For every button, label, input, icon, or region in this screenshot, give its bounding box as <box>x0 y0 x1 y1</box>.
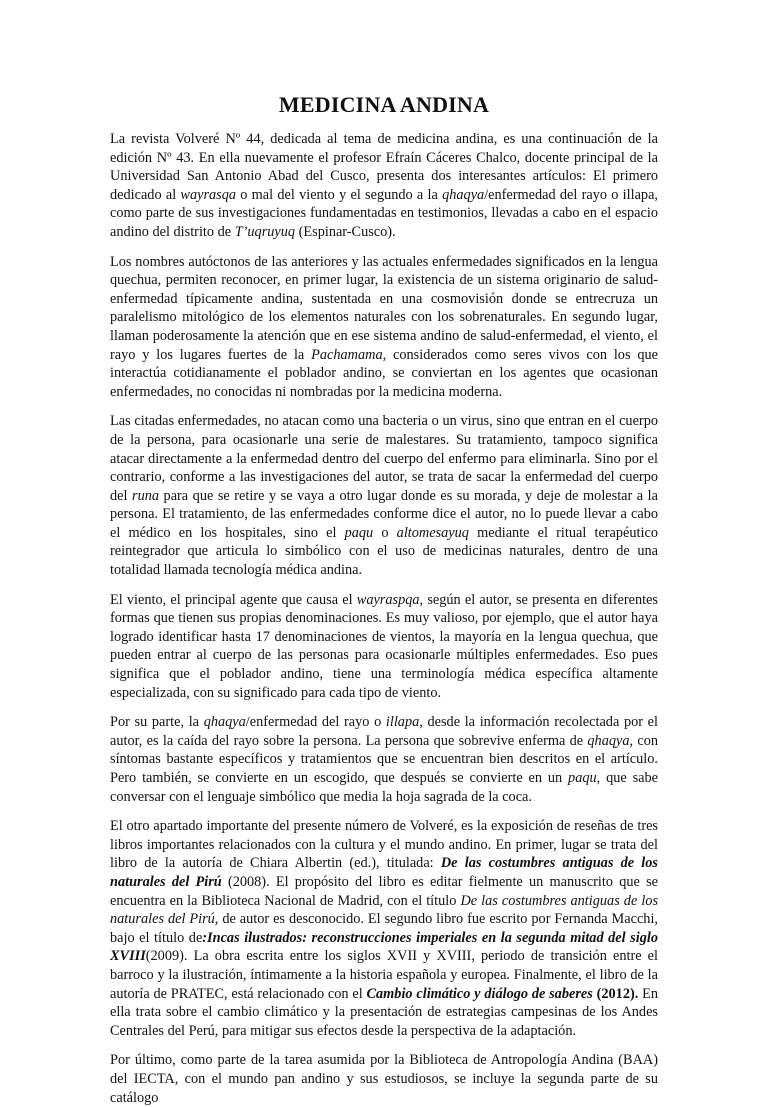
italic-term: altomesayuq <box>396 524 469 541</box>
paragraph-4 <box>110 591 658 703</box>
paragraph-7 <box>110 1051 658 1107</box>
italic-term: qhaqya <box>587 732 630 749</box>
italic-term: paqu <box>568 770 597 786</box>
paragraph-1 <box>110 130 658 242</box>
italic-term: wayrasqa <box>180 186 237 203</box>
italic-term: runa <box>132 487 160 504</box>
italic-term: paqu <box>344 524 374 541</box>
italic-term: wayraspqa <box>356 591 420 608</box>
text-run: Los nombres autóctonos de las anteriores y las actuales enfermedades significados en la lengua quechua, permiten reconocer, en primer lugar, la existencia de un sistema originario de salud-enfermedad típicamente andina, sustentada en una cosmovisión donde se entrecruza un paralelismo mitológico de los elementos naturales con los sobrenaturales. En segundo lugar, llaman poderosamente la atención que en ese sistema andino de salud-enfermedad, el viento, el rayo y los lugares fuertes de la <box>110 253 658 363</box>
document-title: MEDICINA ANDINA <box>278 92 490 117</box>
book-title: Cambio climático y diálogo de saberes <box>366 985 593 1002</box>
paragraph-2 <box>110 253 658 402</box>
text-run: La revista Volveré Nº 44, dedicada al tema de medicina andina, es una continuación de la edición Nº 43. En ella nuevamente el profesor Efraín Cáceres Chalco, docente principal de la Universidad San Antonio Abad del Cusco, presenta dos interesantes artículos: El primero dedicado al <box>110 131 658 203</box>
italic-term: De las costumbres antiguas de los naturales del Pirú, <box>110 892 659 928</box>
text-run: /enfermedad del rayo o illapa, como parte de sus investigaciones fundamentadas en testimonios, llevadas a cabo en el espacio andino del distrito de <box>110 186 658 240</box>
italic-term: T’uqruyuq <box>234 223 296 240</box>
text-run: o <box>373 524 397 541</box>
text-run: Por último, como parte de la tarea asumida por la Biblioteca de Antropología Andina (BAA) del IECTA, con el mundo pan andino y sus estudiosos, se incluye la segunda parte de su catálogo <box>110 1052 658 1106</box>
text-run: En ella trata sobre el cambio climático y la presentación de estrategias campesinas de los Andes Centrales del Perú, para mitigar sus efectos desde la perspectiva de la adaptación. <box>110 985 658 1039</box>
book-title: De las costumbres antiguas de los naturales del Pirú <box>110 855 658 890</box>
text-run: (2009). La obra escrita entre los siglos XVII y XVIII, periodo de transición entre el barroco y la ilustración, íntimamente a la historia española y europea. Finalmente, el libro de la autoría de PRATEC, está relacionado con el <box>110 948 658 1002</box>
italic-term: Pachamama <box>311 346 383 363</box>
text-run: para que se retire y se vaya a otro lugar donde es su morada, y deje de molestar a la persona. El tratamiento, de las enfermedades conforme dice el autor, no lo puede llevar a cabo el médico en los hospitales, sino el <box>110 487 658 541</box>
text-run: mediante el ritual terapéutico reintegrador que articula lo simbólico con el uso de medicinas naturales, dentro de una totalidad llamada tecnología médica andina. <box>110 524 658 579</box>
text-run: (2008). El propósito del libro es editar fielmente un manuscrito que se encuentra en la Biblioteca Nacional de Madrid, con el título <box>110 873 658 909</box>
text-run: , según el autor, se presenta en diferentes formas que tienen sus propias denominaciones. Es muy valioso, por ejemplo, que el autor haya logrado identificar hasta 17 denominaciones de vientos, la mayoría en la lengua quechua, que pueden entrar al cuerpo de las personas para ocasionarle múltiples enfermedades. Eso pues significa que el poblador andino, tiene una terminología médica específica altamente especializada, con su significado para cada tipo de viento. <box>110 591 658 701</box>
book-title: :Incas ilustrados: reconstrucciones imperiales en la segunda mitad del siglo XVIII <box>110 929 658 965</box>
paragraph-6 <box>110 817 658 1040</box>
paragraph-5 <box>110 713 658 806</box>
text-run: Por su parte, la <box>110 714 204 731</box>
text-run: , con síntomas bastante específicos y tratamientos que se encuentran bien descritos en el artículo. Pero también, se convierte en un escogido, que después se convierte en un <box>110 732 658 786</box>
text-run: /enfermedad del rayo o <box>245 714 386 731</box>
text-run: El viento, el principal agente que causa el <box>110 591 357 608</box>
text-run: , que sabe conversar con el lenguaje simbólico que media la hoja sagrada de la coca. <box>110 770 658 805</box>
text-run: (Espinar-Cusco). <box>295 223 396 240</box>
text-run: Las citadas enfermedades, no atacan como una bacteria o un virus, sino que entran en el cuerpo de la persona, para ocasionarle una serie de malestares. Su tratamiento, tampoco significa atacar directamente a la enfermedad dentro del cuerpo del enfermo para eliminarla. Sino por el contrario, conforme a las investigaciones del autor, se trata de sacar la enfermedad del cuerpo del <box>110 413 658 504</box>
italic-term: illapa <box>385 714 420 731</box>
italic-term: qhaqya <box>203 714 246 731</box>
text-run: , considerados como seres vivos con los que interactúa cotidianamente el poblador andino, se conviertan en los agentes que ocasionan enfermedades, no conocidas ni nombradas por la medicina moderna. <box>110 346 658 400</box>
bold-year: (2012). <box>592 985 639 1002</box>
paragraph-3 <box>110 412 658 579</box>
text-run: de autor es desconocido. El segundo libro fue escrito por Fernanda Macchi, bajo el título de <box>110 911 658 946</box>
text-run: El otro apartado importante del presente número de Volveré, es la exposición de reseñas de tres libros importantes relacionados con la cultura y el mundo andino. En primer, lugar se trata del libro de la autoría de Chiara Albertin (ed.), titulada: <box>110 818 658 872</box>
text-run: , desde la información recolectada por el autor, es la caída del rayo sobre la persona. La persona que sobrevive enferma de <box>110 714 658 749</box>
text-run: o mal del viento y el segundo a la <box>236 186 443 203</box>
italic-term: qhaqya <box>442 186 485 203</box>
